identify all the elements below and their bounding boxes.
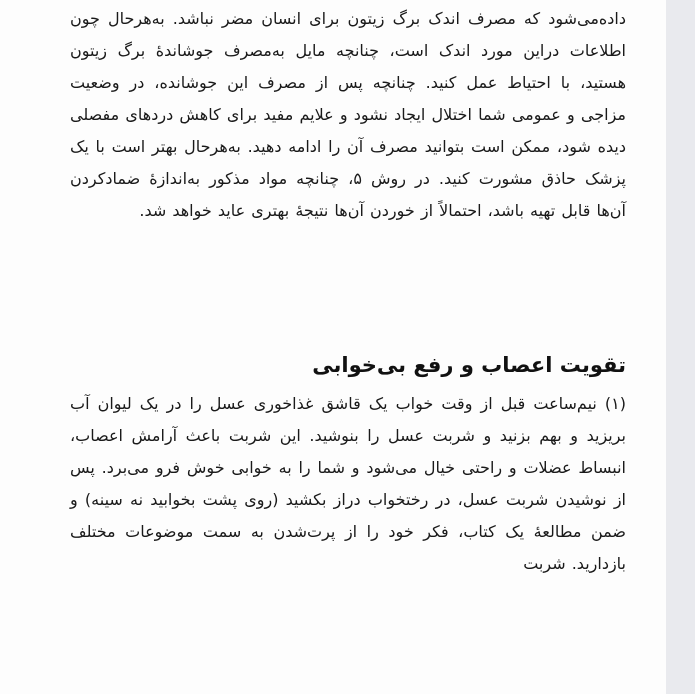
section-heading: تقویت اعصاب و رفع بی‌خوابی	[312, 353, 626, 377]
viewer-background-strip	[666, 0, 695, 694]
body-paragraph-honey-remedy: (۱) نیم‌ساعت قبل از وقت خواب یک قاشق غذاخوری عسل را در یک لیوان آب بریزید و بهم بزنید و شربت عسل را بنوشید. این شربت باعث آرامش اعصاب، انبساط عضلات و راحتی خیال می‌شود و شما را به خوابی خوش فرو می‌برد. پس از نوشیدن شربت عسل، در رختخواب دراز بکشید (روی پشت بخوابید نه سینه) و ضمن مطالعهٔ یک کتاب، فکر خود را از پرت‌شدن به سمت موضوعات مختلف بازدارید. شربت	[70, 394, 626, 573]
body-paragraph-olive-leaf: داده‌می‌شود که مصرف اندک برگ زیتون برای انسان مضر نباشد. به‌هرحال چون اطلاعات دراین مورد اندک است، چنانچه مایل به‌مصرف جوشاندهٔ برگ زیتون هستید، با احتیاط عمل کنید. چنانچه پس از مصرف این جوشانده، در وضعیت مزاجی و عمومی شما اختلال ایجاد نشود و علایم مفید برای کاهش دردهای مفصلی دیده شود، ممکن است بتوانید مصرف آن را ادامه دهید. به‌هرحال بهتر است با یک پزشک حاذق مشورت کنید. در روش ۵، چنانچه مواد مذکور به‌اندازهٔ ضمادکردن آن‌ها قابل تهیه باشد، احتمالاً از خوردن آن‌ها نتیجهٔ بهتری عاید خواهد شد.	[70, 9, 626, 220]
